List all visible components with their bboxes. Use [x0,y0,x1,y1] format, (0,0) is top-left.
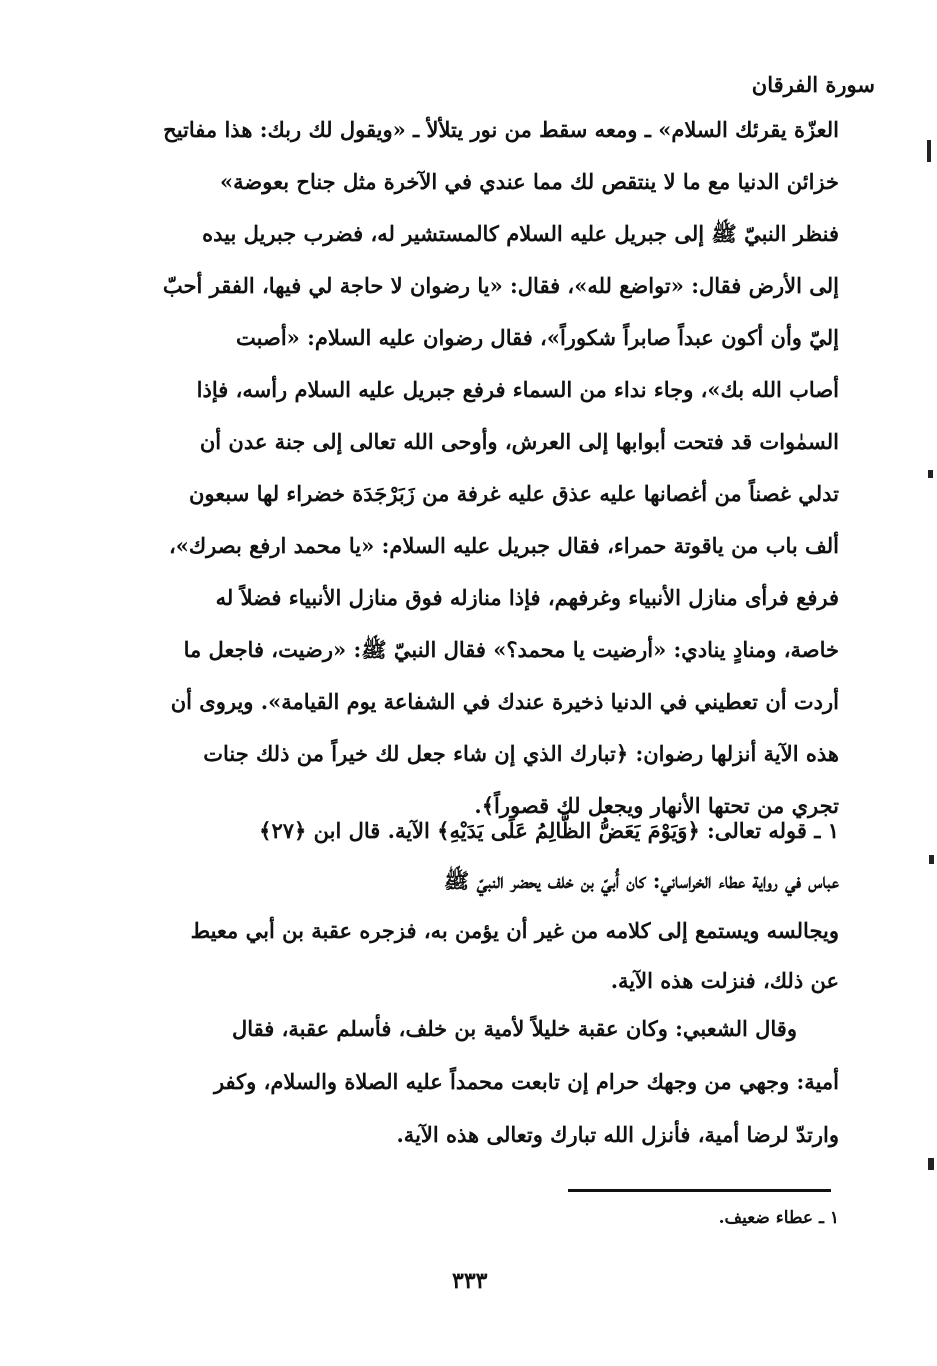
text-line: تجري من تحتها الأنهار ويجعل لك قصوراً﴾. [474,793,839,818]
footnote-separator-rule [568,1189,831,1192]
page-header-surah-title: سورة الفرقان [751,72,875,97]
text-line: ألف باب من ياقوتة حمراء، فقال جبريل عليه السلام: «يا محمد ارفع بصرك»، [168,533,839,558]
text-line: عباس في رواية عطاء الخراساني: كان أُبيّ بن خلف يحضر النبيّ ﷺ [443,868,839,893]
shabi-paragraph [100,1002,839,1161]
verse-27-paragraph [80,806,839,1006]
text-line: السمٰوات قد فتحت أبوابها إلى العرش، وأوحى الله تعالى إلى جنة عدن أن [199,429,839,454]
text-line: إلى الأرض فقال: «تواضع لله»، فقال: «يا رضوان لا حاجة لي فيها، الفقر أحبّ [162,273,839,298]
text-line: هذه الآية أنزلها رضوان: ﴿تبارك الذي إن شاء جعل لك خيراً من ذلك جنات [203,741,839,766]
text-line: خاصة، ومنادٍ ينادي: «أرضيت يا محمد؟» فقال النبيّ ﷺ: «رضيت، فاجعل ما [183,637,839,662]
text-line: ١ ـ قوله تعالى: ﴿وَيَوْمَ يَعَضُّ الظَّالِمُ عَلَى يَدَيْهِ﴾ الآية. قال ابن ﴿٢٧﴾ [259,818,839,843]
text-line: أمية: وجهي من وجهك حرام إن تابعت محمداً عليه الصلاة والسلام، وكفر [213,1069,839,1094]
footnote: ١ ـ عطاء ضعيف. [718,1208,839,1228]
text-line: وارتدّ لرضا أمية، فأنزل الله تبارك وتعالى هذه الآية. [396,1122,839,1147]
text-line: وقال الشعبي: وكان عقبة خليلاً لأمية بن خلف، فأسلم عقبة، فقال [231,1016,797,1041]
page-number: ٣٣٣ [452,1268,488,1294]
text-line: عن ذلك، فنزلت هذه الآية. [610,968,839,993]
text-line: خزائن الدنيا مع ما لا ينتقص لك مما عندي في الآخرة مثل جناح بعوضة» [220,169,839,194]
margin-mark [928,470,933,478]
margin-mark [928,1158,934,1170]
text-line: تدلي غصناً من أغصانها عليه عذق عليه غرفة من زَبَرْجَدَة خضراء لها سبعون [189,481,839,506]
text-line: أردت أن تعطيني في الدنيا ذخيرة عندك في الشفاعة يوم القيامة». ويروى أن [170,689,839,714]
text-line: فنظر النبيّ ﷺ إلى جبريل عليه السلام كالمستشير له، فضرب جبريل بيده [202,221,839,246]
text-line: أصاب الله بك»، وجاء نداء من السماء فرفع جبريل عليه السلام رأسه، فإذا [196,377,839,402]
margin-mark [927,140,931,162]
text-line: العزّة يقرئك السلام» ـ ومعه سقط من نور يتلألأ ـ «ويقول لك ربك: هذا مفاتيح [163,117,839,142]
text-line: ويجالسه ويستمع إلى كلامه من غير أن يؤمن به، فزجره عقبة بن أبي معيط [190,918,839,943]
margin-mark [929,855,934,864]
text-line: فرفع فرأى منازل الأنبياء وغرفهم، فإذا منازله فوق منازل الأنبياء فضلاً له [215,585,839,610]
main-paragraph [140,104,839,832]
text-line: إليّ وأن أكون عبداً صابراً شكوراً»، فقال رضوان عليه السلام: «أصبت [236,325,839,350]
